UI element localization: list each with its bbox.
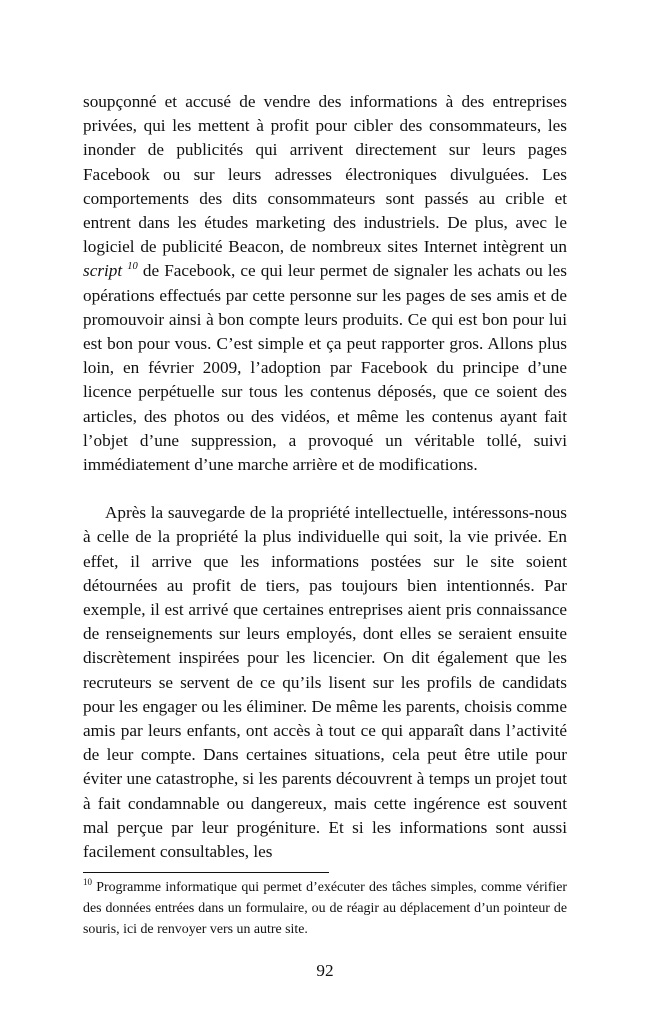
paragraph-1-text-after: de Facebook, ce qui leur permet de signaler les achats ou les opérations effectués par cette personne sur les pages de ses amis et de promouvoir ainsi à bon compte leurs produits. Ce qui est bon pour lui est bon pour vous. C’est simple et ça peut rapporter gros. Allons plus loin, en février 2009, l’adoption par Facebook du principe d’une licence perpétuelle sur tous les contenus déposés, que ce soient des articles, des photos ou des vidéos, et même les contenus ayant fait l’objet d’une suppression, a provoqué un véritable tollé, suivi immédiatement d’une marche arrière et de modifications. [83, 261, 567, 475]
paragraph-1-text-before: soupçonné et accusé de vendre des informations à des entreprises privées, qui les mettent à profit pour cibler des consommateurs, les inonder de publicités qui arrivent directement sur leurs pages Facebook ou sur leurs adresses électroniques divulguées. Les comportements des dits consommateurs sont passés au crible et entrent dans les études marketing des industriels. De plus, avec le logiciel de publicité Beacon, de nombreux sites Internet intègrent un [83, 92, 567, 257]
footnote [83, 877, 567, 940]
footnote-separator [83, 872, 329, 873]
footnote-number: 10 [83, 877, 92, 887]
paragraph-1 [83, 90, 567, 477]
footnote-reference: 10 [127, 261, 138, 273]
footnote-text: Programme informatique qui permet d’exécuter des tâches simples, comme vérifier des données entrées dans un formulaire, ou de réagir au déplacement d’un pointeur de souris, ici de renvoyer vers un autre site. [83, 880, 567, 937]
body-text [83, 90, 567, 864]
paragraph-2: Après la sauvegarde de la propriété intellectuelle, intéressons-nous à celle de la propriété la plus individuelle qui soit, la vie privée. En effet, il arrive que les informations postées sur le site soient détournées au profit de tiers, pas toujours bien intentionnés. Par exemple, il est arrivé que certaines entreprises aient pris connaissance de renseignements sur leurs employés, dont elles se seraient ensuite discrètement inspirées pour les licencier. On dit également que les recruteurs se servent de ce qu’ils lisent sur les profils de candidats pour les engager ou les éliminer. De même les parents, choisis comme amis par leurs enfants, ont accès à tout ce qui apparaît dans l’activité de leur compte. Dans certaines situations, cela peut être utile pour éviter une catastrophe, si les parents découvrent à temps un projet tout à fait condamnable ou dangereux, mais cette ingérence est souvent mal perçue par leur progéniture. Et si les informations sont aussi facilement consultables, les [83, 503, 567, 862]
page-number: 92 [316, 961, 334, 980]
script-term: script [83, 261, 123, 281]
